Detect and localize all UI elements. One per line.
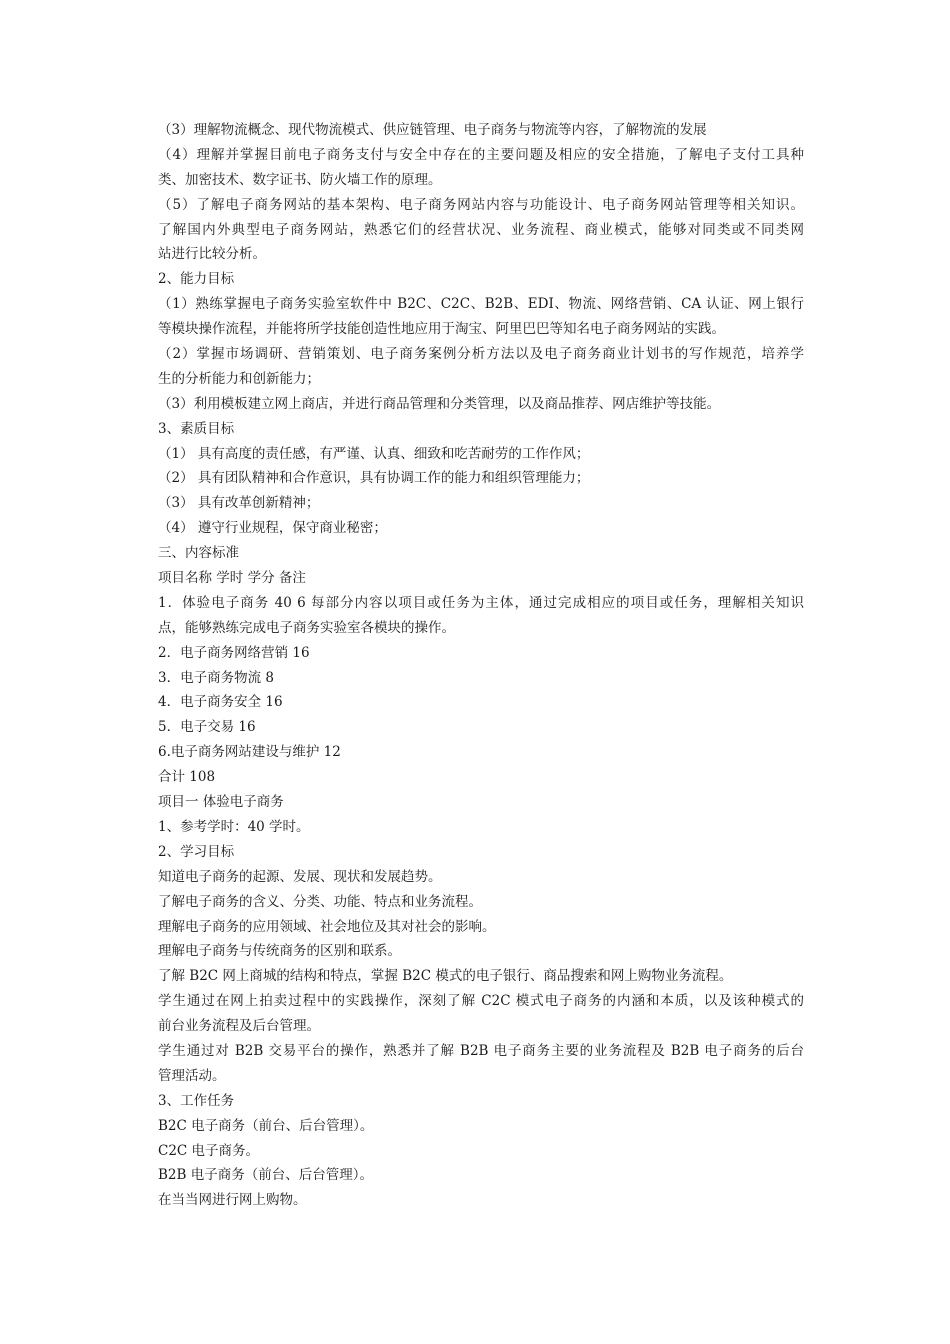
text-line: 合计 108 (158, 769, 216, 786)
text-line: 学生通过对 B2B 交易平台的操作，熟悉并了解 B2B 电子商务主要的业务流程及 B2B 电子商务的后台 (158, 1042, 804, 1059)
text-line: 2、学习目标 (158, 843, 235, 860)
text-line: 理解电子商务与传统商务的区别和联系。 (158, 943, 401, 960)
text-line: 三、内容标准 (158, 545, 239, 562)
text-line: （4）理解并掌握目前电子商务支付与安全中存在的主要问题及相应的安全措施，了解电子支付工具种 (158, 146, 804, 163)
text-line: 理解电子商务的应用领域、社会地位及其对社会的影响。 (158, 918, 496, 935)
text-line: （1）熟练掌握电子商务实验室软件中 B2C、C2C、B2B、EDI、物流、网络营销、CA 认证、网上银行 (158, 296, 804, 313)
text-line: （3）理解物流概念、现代物流模式、供应链管理、电子商务与物流等内容，了解物流的发展 (158, 122, 707, 138)
text-line: 3、素质目标 (158, 420, 235, 437)
text-line: 1、参考学时：40 学时。 (158, 818, 310, 835)
document-body (158, 118, 804, 1213)
text-line: 项目名称 学时 学分 备注 (158, 570, 306, 587)
text-line: （1） 具有高度的责任感，有严谨、认真、细致和吃苦耐劳的工作作风； (158, 445, 590, 462)
text-line: （3）利用模板建立网上商店，并进行商品管理和分类管理，以及商品推荐、网店维护等技能。 (158, 395, 721, 412)
text-line: 1．体验电子商务 40 6 每部分内容以项目或任务为主体，通过完成相应的项目或任务，理解相关知识 (158, 594, 804, 611)
text-line: 6.电子商务网站建设与维护 12 (158, 744, 341, 761)
text-line: （3） 具有改革创新精神； (158, 495, 320, 512)
text-line: 点，能够熟练完成电子商务实验室各模块的操作。 (158, 619, 455, 636)
text-line: （5）了解电子商务网站的基本架构、电子商务网站内容与功能设计、电子商务网站管理等相关知识。 (158, 196, 804, 213)
text-line: （2） 具有团队精神和合作意识，具有协调工作的能力和组织管理能力； (158, 470, 590, 487)
text-line: 2．电子商务网络营销 16 (158, 644, 310, 661)
text-line: 类、加密技术、数字证书、防火墙工作的原理。 (158, 171, 442, 188)
text-line: 等模块操作流程，并能将所学技能创造性地应用于淘宝、阿里巴巴等知名电子商务网站的实践。 (158, 321, 725, 338)
text-line: 了解电子商务的含义、分类、功能、特点和业务流程。 (158, 893, 482, 910)
text-line: 2、能力目标 (158, 271, 235, 288)
text-line: 5．电子交易 16 (158, 719, 256, 736)
text-line: B2B 电子商务（前台、后台管理）。 (158, 1167, 373, 1184)
text-line: 了解国内外典型电子商务网站，熟悉它们的经营状况、业务流程、商业模式，能够对同类或不同类网 (158, 221, 804, 238)
text-line: 3、工作任务 (158, 1092, 235, 1109)
text-line: 了解 B2C 网上商城的结构和特点，掌握 B2C 模式的电子银行、商品搜索和网上购物业务流程。 (158, 968, 733, 985)
text-line: 站进行比较分析。 (158, 246, 266, 263)
text-line: 学生通过在网上拍卖过程中的实践操作，深刻了解 C2C 模式电子商务的内涵和本质，以及该种模式的 (158, 993, 804, 1010)
text-line: 项目一 体验电子商务 (158, 794, 284, 811)
text-line: 3．电子商务物流 8 (158, 669, 274, 686)
text-line: 知道电子商务的起源、发展、现状和发展趋势。 (158, 868, 442, 885)
text-line: 生的分析能力和创新能力； (158, 370, 320, 387)
text-line: （4） 遵守行业规程，保守商业秘密； (158, 520, 387, 537)
text-line: 前台业务流程及后台管理。 (158, 1018, 320, 1035)
text-line: （2）掌握市场调研、营销策划、电子商务案例分析方法以及电子商务商业计划书的写作规范，培养学 (158, 346, 804, 363)
text-line: 在当当网进行网上购物。 (158, 1192, 307, 1209)
text-line: B2C 电子商务（前台、后台管理）。 (158, 1117, 374, 1134)
text-line: C2C 电子商务。 (158, 1142, 260, 1159)
text-line: 管理活动。 (158, 1067, 226, 1084)
text-line: 4．电子商务安全 16 (158, 694, 283, 711)
